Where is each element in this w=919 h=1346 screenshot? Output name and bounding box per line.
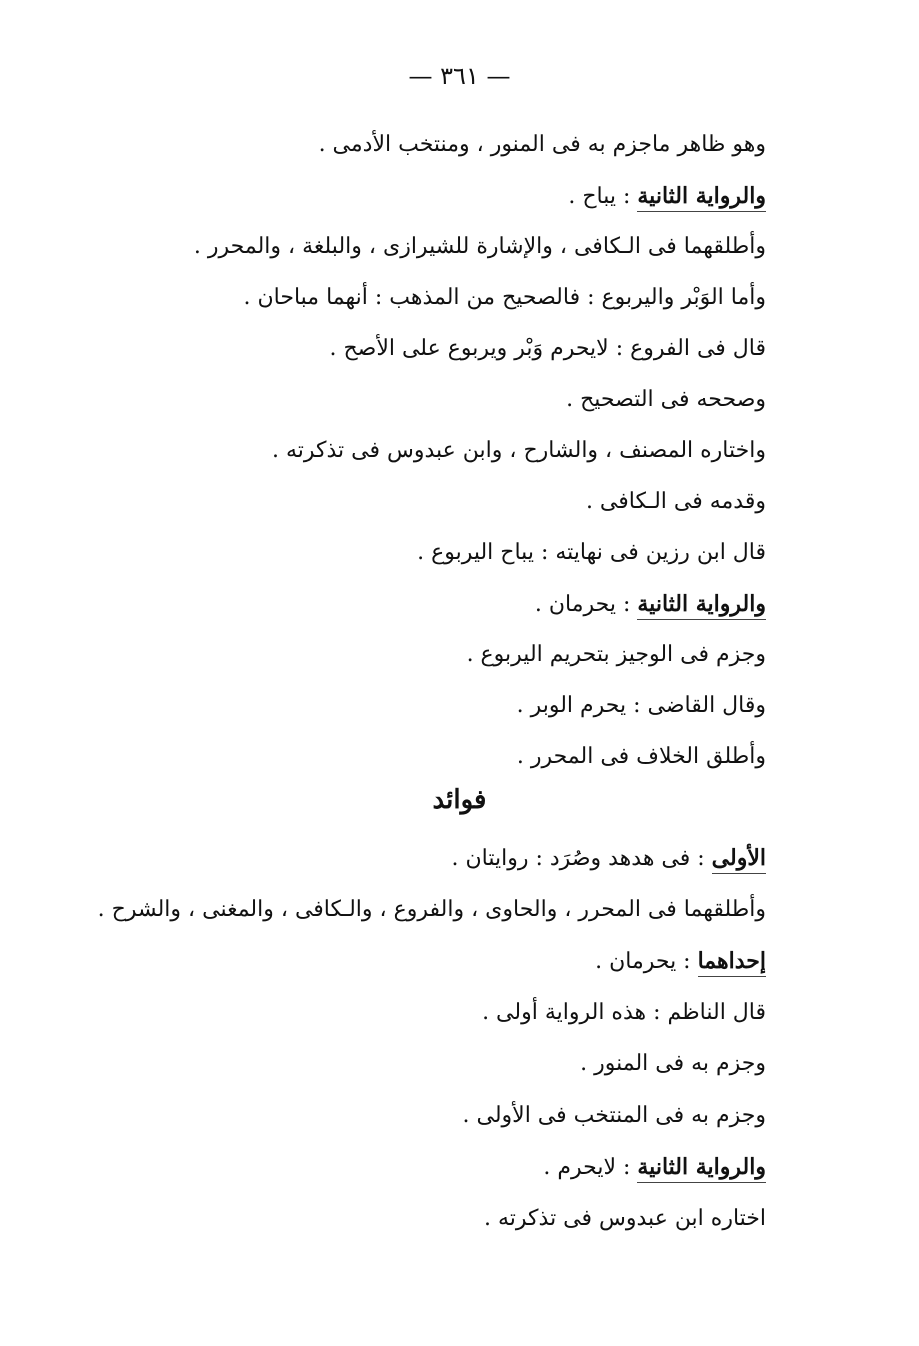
line-text: قال الناظم : هذه الرواية أولى .	[482, 999, 766, 1025]
line-lead-heading: إحداهما	[698, 948, 766, 977]
line-text: : لايحرم .	[543, 1155, 638, 1180]
text-line	[116, 1101, 766, 1131]
line-lead-heading: والرواية الثانية	[637, 183, 766, 212]
text-line	[116, 538, 766, 568]
text-line	[116, 334, 766, 364]
line-text: اختاره ابن عبدوس فى تذكرته .	[484, 1205, 766, 1231]
line-lead-heading: الأولى	[712, 845, 766, 874]
line-text: وأطلقهما فى الـكافى ، والإشارة للشيرازى ، والبلغة ، والمحرر .	[193, 234, 766, 259]
text-line	[116, 946, 766, 977]
line-text: قال فى الفروع : لايحرم وَبْر ويربوع على الأصح .	[329, 336, 766, 361]
text-line	[116, 232, 766, 262]
text-line	[116, 742, 766, 772]
line-text: وأطلق الخلاف فى المحرر .	[516, 744, 766, 769]
line-text: وأما الوَبْر واليربوع : فالصحيح من المذهب : أنهما مباحان .	[243, 285, 766, 310]
page-number: — ٣٦١ —	[408, 62, 511, 90]
line-text: وجزم به فى المنتخب فى الأولى .	[462, 1102, 766, 1128]
line-lead-heading: والرواية الثانية	[637, 1154, 766, 1183]
line-text: وهو ظاهر ماجزم به فى المنور ، ومنتخب الأدمى .	[318, 132, 766, 157]
line-text: واختاره المصنف ، والشارح ، وابن عبدوس فى تذكرته .	[271, 438, 766, 463]
text-line	[116, 1049, 766, 1079]
text-line	[116, 130, 766, 160]
text-line	[116, 436, 766, 466]
text-line	[116, 640, 766, 670]
text-line	[116, 843, 766, 874]
text-line	[116, 487, 766, 517]
text-line	[116, 998, 766, 1028]
line-text: وصححه فى التصحيح .	[566, 387, 766, 412]
line-text: وقدمه فى الـكافى .	[585, 489, 766, 514]
text-line	[116, 1204, 766, 1234]
text-line	[116, 181, 766, 212]
text-line	[97, 895, 766, 925]
line-text: : يحرمان .	[534, 592, 638, 617]
text-line	[116, 283, 766, 313]
line-text: : يحرمان .	[595, 949, 698, 974]
text-line	[116, 385, 766, 415]
line-text: وقال القاضى : يحرم الوبر .	[516, 693, 766, 718]
line-text: : يباح .	[568, 184, 638, 209]
text-line	[116, 1152, 766, 1183]
line-text: قال ابن رزين فى نهايته : يباح اليربوع .	[417, 540, 766, 565]
line-text: وجزم به فى المنور .	[580, 1051, 766, 1076]
text-line	[116, 589, 766, 620]
text-line	[116, 691, 766, 721]
line-text: : فى هدهد وصُرَد : روايتان .	[451, 846, 712, 871]
section-title: فوائد	[432, 785, 487, 815]
line-lead-heading: والرواية الثانية	[637, 591, 766, 620]
line-text: وجزم فى الوجيز بتحريم اليربوع .	[466, 642, 766, 667]
line-text: وأطلقهما فى المحرر ، والحاوى ، والفروع ، والـكافى ، والمغنى ، والشرح .	[97, 896, 766, 922]
